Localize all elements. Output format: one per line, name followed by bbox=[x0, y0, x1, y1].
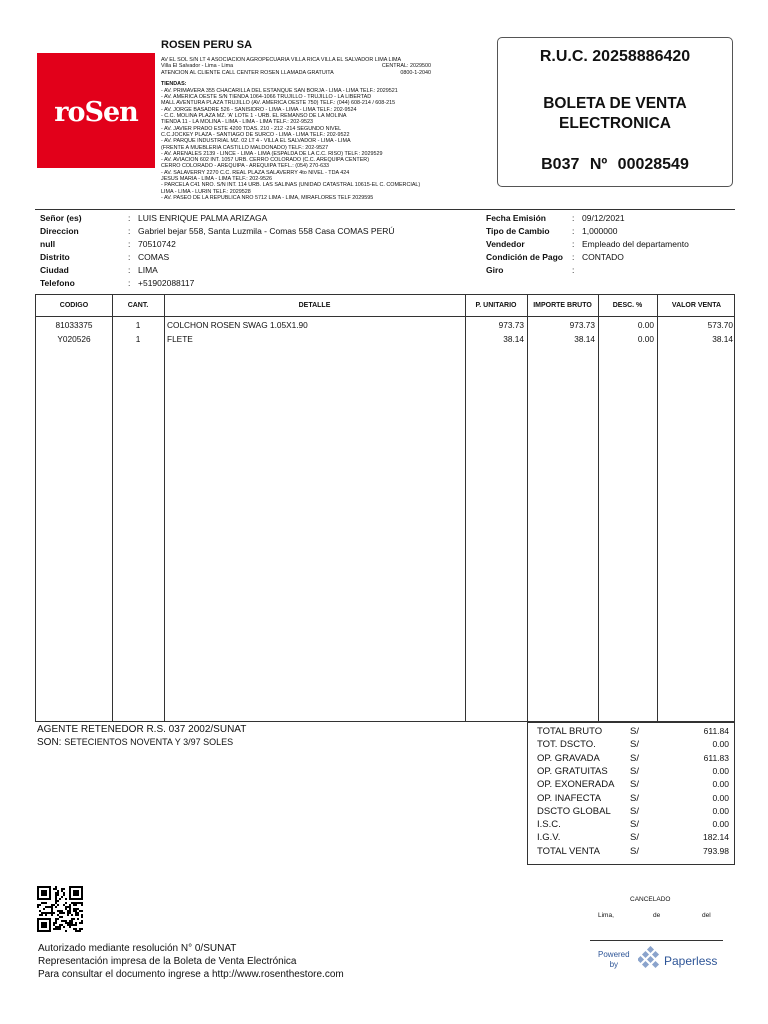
tienda-line: LIMA - LIMA - LURIN TELF.: 2029528 bbox=[161, 188, 251, 195]
total-label: I.S.C. bbox=[537, 819, 561, 831]
field-value: LIMA bbox=[138, 264, 158, 275]
total-value: 611.84 bbox=[703, 726, 729, 736]
field-value: Gabriel bejar 558, Santa Luzmila - Comas 558 Casa COMAS PERÚ bbox=[138, 225, 395, 236]
total-currency: S/ bbox=[630, 726, 639, 737]
atencion-phone: 0800-1-2040 bbox=[400, 69, 431, 76]
cancelado-lima: Lima, bbox=[598, 912, 614, 919]
qr-code bbox=[37, 886, 83, 932]
son-amount: SETECIENTOS NOVENTA Y 3/97 SOLES bbox=[64, 737, 234, 747]
total-currency: S/ bbox=[630, 779, 639, 791]
powered-by-text bbox=[598, 950, 630, 970]
field-row bbox=[486, 263, 736, 276]
table-cell: 0.00 bbox=[637, 320, 654, 330]
total-currency: S/ bbox=[630, 819, 639, 831]
total-label: TOTAL BRUTO bbox=[537, 726, 603, 737]
tienda-line: - AV. PARQUE INDUSTRIAL MZ. 02 LT 4 - VILLA EL SALVADOR - LIMA - LIMA bbox=[161, 138, 351, 145]
table-header-cell: DETALLE bbox=[298, 302, 331, 309]
agente-retenedor: AGENTE RETENEDOR R.S. 037 2002/SUNAT bbox=[37, 724, 247, 735]
tienda-line: - AV. ARENALES 2139 - LINCE - LIMA - LIMA (ESPALDA DE LA C.C. RISO) TELF.: 2029529 bbox=[161, 150, 383, 157]
footer-notes bbox=[38, 942, 344, 981]
field-row bbox=[40, 263, 460, 276]
table-cell: 0.00 bbox=[637, 334, 654, 344]
total-label: OP. INAFECTA bbox=[537, 792, 602, 804]
document-title-line1: BOLETA DE VENTA bbox=[543, 95, 687, 112]
customer-fields bbox=[40, 211, 460, 289]
field-separator: : bbox=[128, 212, 131, 223]
tiendas-list bbox=[161, 88, 491, 201]
table-header-line bbox=[36, 316, 734, 317]
field-row bbox=[40, 224, 460, 237]
signature-line bbox=[590, 940, 723, 941]
total-row bbox=[528, 831, 734, 844]
table-cell: 1 bbox=[135, 320, 141, 330]
tienda-line: - AV. SALAVERRY 2270 C.C. REAL PLAZA SALAVERRY 4to NIVEL - TDA 424 bbox=[161, 169, 350, 176]
field-separator: : bbox=[572, 251, 575, 262]
resolution-text: Autorizado mediante resolución N° 0/SUNAT bbox=[38, 943, 237, 954]
tienda-line: - AV. JAVIER PRADO ESTE 4200 TDAS. 210 - 212 -214 SEGUNDO NIVEL bbox=[161, 125, 342, 132]
address-line: AV EL SOL S/N LT 4 ASOCIACION AGROPECUARIA VILLA RICA VILLA EL SALVADOR LIMA LIMA bbox=[161, 57, 402, 63]
total-value: 611.83 bbox=[703, 752, 729, 763]
field-value: CONTADO bbox=[582, 251, 624, 262]
field-separator: : bbox=[128, 238, 131, 249]
company-info bbox=[161, 39, 491, 201]
tienda-line: - C.C. MOLINA PLAZA MZ. 'A' LOTE 1 - URB. EL REMANSO DE LA MOLINA bbox=[161, 113, 347, 120]
powered-by-paperless bbox=[598, 946, 728, 976]
field-row bbox=[486, 211, 736, 224]
field-separator: : bbox=[128, 225, 131, 236]
total-currency: S/ bbox=[630, 752, 639, 764]
field-label: Telefono bbox=[40, 277, 75, 288]
table-header-cell: CANT. bbox=[127, 302, 149, 309]
total-currency: S/ bbox=[630, 832, 639, 844]
table-column-line bbox=[465, 295, 466, 721]
table-row bbox=[36, 332, 734, 346]
table-cell: 1 bbox=[135, 334, 141, 344]
field-label: Vendedor bbox=[486, 238, 525, 249]
total-value: 0.00 bbox=[712, 765, 729, 776]
paperless-logo-icon bbox=[638, 946, 662, 972]
table-header-cell: P. UNITARIO bbox=[475, 302, 517, 309]
cancelado-de: de bbox=[653, 912, 661, 919]
total-value: 182.14 bbox=[703, 832, 729, 843]
table-column-line bbox=[112, 295, 113, 721]
cancelado-del: del bbox=[702, 912, 711, 919]
total-label: OP. EXONERADA bbox=[537, 779, 615, 791]
total-label: DSCTO GLOBAL bbox=[537, 805, 611, 817]
central-phone: CENTRAL: 2029500 bbox=[381, 63, 431, 70]
tienda-line: - AV. AMERICA OESTE S/N TIENDA 1064-1066 TRUJILLO - TRUJILLO - LA LIBERTAD bbox=[161, 94, 372, 101]
total-currency: S/ bbox=[630, 792, 639, 804]
field-row bbox=[486, 224, 736, 237]
tienda-line: MALL AVENTURA PLAZA TRUJILLO (AV. AMERICA OESTE 750) TELF.: (044) 608-214 / 608-215 bbox=[161, 100, 396, 107]
field-separator: : bbox=[572, 238, 575, 249]
table-header-cell: IMPORTE BRUTO bbox=[533, 302, 592, 309]
ruc-box bbox=[497, 37, 733, 187]
son-label: SON: bbox=[37, 737, 62, 748]
items-table bbox=[35, 294, 735, 722]
total-row bbox=[528, 738, 734, 751]
ruc-number: R.U.C. 20258886420 bbox=[539, 48, 691, 65]
table-cell: 973.73 bbox=[569, 320, 595, 330]
total-row bbox=[528, 725, 734, 738]
field-value: +51902088117 bbox=[138, 277, 195, 288]
total-value: 793.98 bbox=[703, 845, 729, 856]
total-label: OP. GRATUITAS bbox=[537, 765, 608, 777]
agent-info bbox=[37, 723, 246, 749]
field-value: 70510742 bbox=[138, 238, 176, 249]
address-line: Villa El Salvador - Lima - Lima bbox=[161, 63, 234, 70]
field-row bbox=[40, 211, 460, 224]
total-value: 0.00 bbox=[712, 739, 729, 750]
atencion-row bbox=[161, 70, 491, 76]
total-label: I.G.V. bbox=[537, 832, 561, 844]
field-label: Tipo de Cambio bbox=[486, 225, 550, 236]
cancelado-title: CANCELADO bbox=[630, 896, 671, 903]
field-row bbox=[40, 276, 460, 289]
table-column-line bbox=[527, 295, 528, 721]
table-cell: 38.14 bbox=[712, 334, 733, 344]
total-row bbox=[528, 752, 734, 765]
field-row bbox=[40, 250, 460, 263]
tienda-line: - AV. AVIACION 602 INT. 1057 URB. CERRO COLORADO (C.C. AREQUIPA CENTER) bbox=[161, 157, 369, 164]
field-separator: : bbox=[128, 264, 131, 275]
representation-text: Representación impresa de la Boleta de Venta Electrónica bbox=[38, 956, 297, 967]
table-column-line bbox=[598, 295, 599, 721]
tienda-line: - AV. PRIMAVERA 355 CHACARILLA DEL ESTANQUE SAN BORJA - LIMA - LIMA TELF.: 2029521 bbox=[161, 87, 398, 94]
table-cell: FLETE bbox=[167, 334, 193, 344]
total-label: OP. GRAVADA bbox=[537, 752, 600, 764]
table-cell: 38.14 bbox=[574, 334, 595, 344]
total-row bbox=[528, 765, 734, 778]
header-divider bbox=[35, 209, 735, 210]
field-value: COMAS bbox=[138, 251, 170, 262]
field-label: null bbox=[40, 238, 56, 249]
field-separator: : bbox=[572, 264, 575, 275]
table-cell: 81033375 bbox=[55, 320, 93, 330]
field-label: Señor (es) bbox=[40, 212, 82, 223]
total-value: 0.00 bbox=[712, 792, 729, 803]
rosen-logo bbox=[37, 53, 155, 168]
total-row bbox=[528, 805, 734, 818]
field-value: Empleado del departamento bbox=[582, 238, 689, 249]
total-currency: S/ bbox=[630, 739, 639, 751]
table-cell: 573.70 bbox=[707, 320, 733, 330]
table-header-cell: VALOR VENTA bbox=[671, 302, 722, 309]
paperless-text: Paperless bbox=[664, 954, 718, 968]
by-text: by bbox=[609, 960, 619, 969]
tienda-line: C.C.JOCKEY PLAZA - SANTIAGO DE SURCO - LIMA - LIMA TELF.: 202-9522 bbox=[161, 131, 350, 138]
total-row bbox=[528, 845, 734, 858]
cancelado-date-row bbox=[590, 912, 723, 922]
sale-info-fields bbox=[486, 211, 736, 276]
logo-text: roSen bbox=[54, 97, 138, 128]
table-cell: COLCHON ROSEN SWAG 1.05X1.90 bbox=[167, 320, 308, 330]
total-value: 0.00 bbox=[712, 779, 729, 790]
total-row bbox=[528, 778, 734, 791]
total-currency: S/ bbox=[630, 845, 639, 857]
tienda-line: CERRO COLORADO - AREQUIPA - AREQUIPA TEFL.: (054) 270-633 bbox=[161, 163, 330, 170]
tienda-line: JESUS MARIA - LIMA - LIMA TELF.: 202-9526 bbox=[161, 176, 273, 183]
tienda-line: TIENDA 11 - LA MOLINA - LIMA - LIMA - LIMA TELF.: 202-9523 bbox=[161, 119, 313, 126]
field-label: Fecha Emisión bbox=[486, 212, 546, 223]
field-value: 09/12/2021 bbox=[582, 212, 625, 223]
tienda-line: (FRENTE A MUEBLERIA CASTILLO MALDONADO) TELF.: 202-9527 bbox=[161, 144, 329, 151]
table-column-line bbox=[164, 295, 165, 721]
total-value: 0.00 bbox=[712, 805, 729, 816]
field-separator: : bbox=[572, 225, 575, 236]
table-cell: 973.73 bbox=[498, 320, 524, 330]
total-value: 0.00 bbox=[712, 819, 729, 830]
field-value: 1,000000 bbox=[582, 225, 618, 236]
company-name: ROSEN PERU SA bbox=[161, 39, 253, 51]
document-title-line2: ELECTRONICA bbox=[559, 115, 671, 132]
field-label: Condición de Pago bbox=[486, 251, 563, 262]
field-separator: : bbox=[128, 277, 131, 288]
field-value: LUIS ENRIQUE PALMA ARIZAGA bbox=[138, 212, 268, 223]
total-currency: S/ bbox=[630, 805, 639, 817]
tienda-line: - AV. JORGE BASADRE 526 - SANISIDRO - LIMA - LIMA - LIMA TELF.: 202-9524 bbox=[161, 106, 357, 113]
field-row bbox=[486, 250, 736, 263]
field-row bbox=[40, 237, 460, 250]
field-separator: : bbox=[572, 212, 575, 223]
document-number: B037 Nº 00028549 bbox=[541, 156, 689, 173]
table-header-cell: CODIGO bbox=[59, 302, 89, 309]
total-row bbox=[528, 792, 734, 805]
totals-box bbox=[527, 722, 735, 865]
total-label: TOTAL VENTA bbox=[537, 845, 600, 857]
total-row bbox=[528, 818, 734, 831]
field-separator: : bbox=[128, 251, 131, 262]
field-label: Direccion bbox=[40, 225, 79, 236]
table-column-line bbox=[657, 295, 658, 721]
atencion-text: ATENCION AL CLIENTE CALL CENTER ROSEN LLAMADA GRATUITA bbox=[161, 69, 334, 76]
tienda-line: - AV. PASEO DE LA REPUBLICA NRO 5712 LIMA - LIMA, MIRAFLORES TELF 2029595 bbox=[161, 194, 374, 201]
consult-text: Para consultar el documento ingrese a http://www.rosenthestore.com bbox=[38, 969, 344, 980]
table-header-cell: DESC. % bbox=[612, 302, 643, 309]
table-row bbox=[36, 318, 734, 332]
son-line bbox=[37, 736, 246, 749]
total-currency: S/ bbox=[630, 765, 639, 777]
powered-text: Powered bbox=[598, 950, 630, 959]
total-label: TOT. DSCTO. bbox=[537, 739, 596, 751]
tienda-line: - PARCELA C41 NRO. S/N INT. 114 URB. LAS SALINAS (UNIDAD CATASTRAL 10615-EL C. COMERCIAL) bbox=[161, 182, 421, 189]
table-cell: 38.14 bbox=[503, 334, 524, 344]
field-label: Ciudad bbox=[40, 264, 69, 275]
document-title bbox=[498, 94, 732, 134]
table-cell: Y020526 bbox=[57, 334, 91, 344]
field-label: Distrito bbox=[40, 251, 70, 262]
tiendas-label: TIENDAS: bbox=[161, 80, 187, 87]
field-row bbox=[486, 237, 736, 250]
field-label: Giro bbox=[486, 264, 504, 275]
